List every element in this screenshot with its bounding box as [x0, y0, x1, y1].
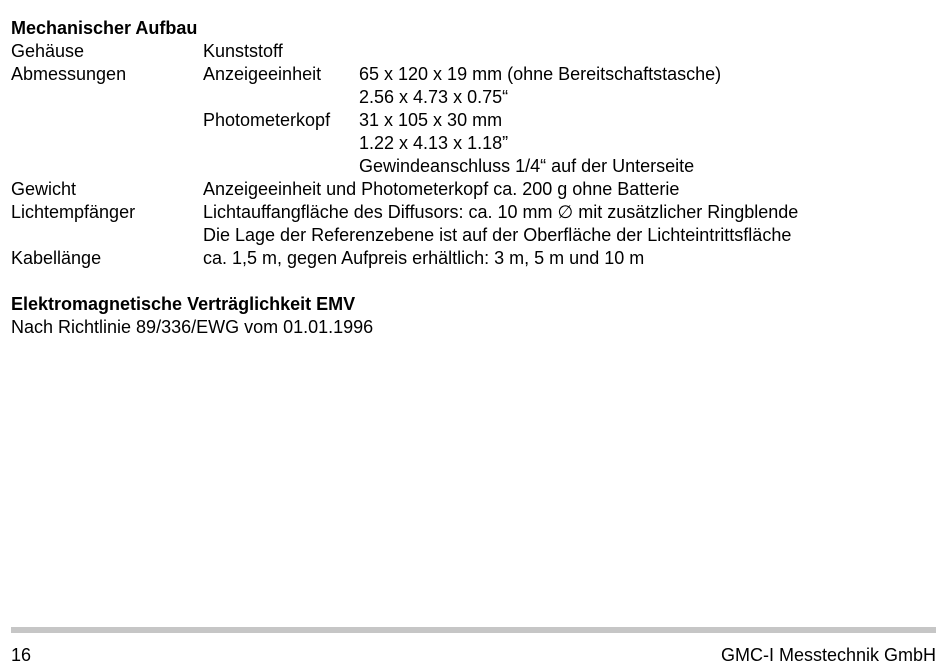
spec-value-photometer-head-imperial: 1.22 x 4.13 x 1.18”	[359, 133, 509, 153]
spec-label-weight: Gewicht	[11, 179, 77, 199]
spec-sublabel-display-unit: Anzeigeeinheit	[203, 64, 322, 84]
spec-label-light-receiver: Lichtempfänger	[11, 202, 136, 222]
emc-text: Nach Richtlinie 89/336/EWG vom 01.01.1996	[11, 317, 374, 337]
spec-value-housing: Kunststoff	[203, 41, 283, 61]
spec-row-cable-length	[11, 247, 936, 270]
spec-value-weight: Anzeigeeinheit und Photometerkopf ca. 200 g ohne Batterie	[203, 179, 680, 199]
spec-row-dimensions	[11, 63, 936, 86]
footer-company-name: GMC-I Messtechnik GmbH	[720, 645, 936, 665]
document-page	[11, 17, 936, 339]
spec-row-photometer-head-cont	[11, 132, 936, 155]
spec-value-light-receiver-area: Lichtauffangfläche des Diffusors: ca. 10 mm ∅ mit zusätzlicher Ringblende	[203, 202, 799, 222]
spec-value-photometer-head-metric: 31 x 105 x 30 mm	[359, 110, 503, 130]
spec-row-light-receiver	[11, 201, 936, 224]
section-heading-emc: Elektromagnetische Verträglichkeit EMV	[11, 294, 356, 314]
footer-divider	[11, 627, 936, 633]
spec-label-housing: Gehäuse	[11, 41, 85, 61]
spec-sublabel-photometer-head: Photometerkopf	[203, 110, 331, 130]
spec-value-cable-length: ca. 1,5 m, gegen Aufpreis erhältlich: 3 m, 5 m und 10 m	[203, 248, 645, 268]
spec-value-display-unit-metric: 65 x 120 x 19 mm (ohne Bereitschaftstasche)	[359, 64, 722, 84]
spec-row-photometer-head	[11, 109, 936, 132]
page-number: 16	[11, 645, 32, 665]
spec-label-dimensions: Abmessungen	[11, 64, 127, 84]
spec-row-housing	[11, 40, 936, 63]
spec-row-light-receiver-cont	[11, 224, 936, 247]
spec-value-display-unit-imperial: 2.56 x 4.73 x 0.75“	[359, 87, 509, 107]
spec-row-dimensions-cont	[11, 86, 936, 109]
spec-label-cable-length: Kabellänge	[11, 248, 102, 268]
section-heading-mechanical: Mechanischer Aufbau	[11, 18, 198, 38]
spec-row-weight	[11, 178, 936, 201]
spec-value-photometer-head-thread: Gewindeanschluss 1/4“ auf der Unterseite	[359, 156, 695, 176]
spec-row-photometer-head-thread	[11, 155, 936, 178]
spec-value-light-receiver-reference: Die Lage der Referenzebene ist auf der Oberfläche der Lichteintrittsfläche	[203, 225, 792, 245]
